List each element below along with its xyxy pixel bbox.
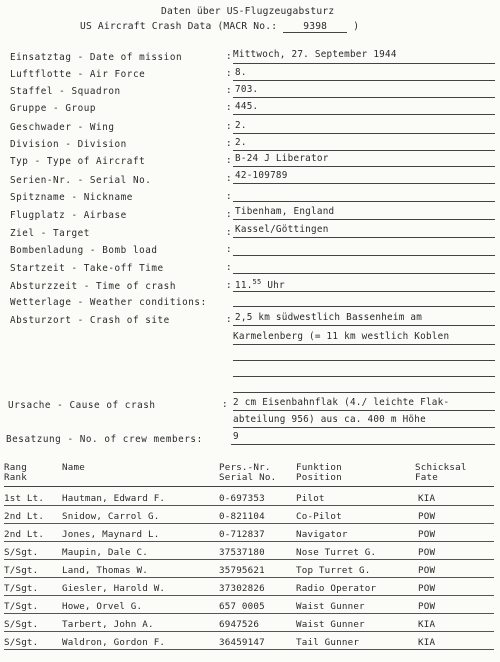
field-colon: : [226,209,232,220]
crew-fate: POW [418,601,436,612]
field-value-date: Mittwoch, 27. September 1944 [233,49,397,60]
crew-row [0,601,500,617]
field-colon: : [226,121,232,132]
crew-position: Tail Gunner [296,637,360,648]
crew-name: Tarbert, John A. [62,619,154,630]
crew-position: Waist Gunner [296,601,365,612]
crew-header-serial-de: Pers.-Nr. [219,462,271,473]
field-colon: : [222,399,228,410]
field-rule [233,427,495,428]
crew-rank: 2nd Lt. [4,529,45,540]
field-rule [233,201,495,202]
field-colon: : [226,191,232,202]
crew-row-rule [4,613,494,614]
crew-header-position-de: Funktion [296,462,342,473]
field-rule [233,80,495,81]
field-value-target: Kassel/Göttingen [235,224,329,235]
field-value-squadron: 703. [235,84,259,95]
field-label-target: Ziel - Target [10,228,90,239]
crash-time-unit: Uhr [261,280,285,292]
crew-header-fate-en: Fate [415,472,438,483]
crew-header-rank-en: Rank [4,472,27,483]
field-rule [233,306,495,307]
field-rule [233,63,495,64]
crew-serial: 0-821104 [219,511,265,522]
field-value-crash-site-line2: Karmelenberg (= 11 km westlich Koblen [233,331,450,342]
crew-name: Howe, Orvel G. [62,601,143,612]
crash-time-minutes: 55 [252,278,262,286]
field-label-cause: Ursache - Cause of crash [8,400,156,411]
field-rule [233,392,495,393]
crew-rank: S/Sgt. [4,637,39,648]
crew-serial: 36459147 [219,637,265,648]
crew-serial: 37537180 [219,547,265,558]
field-value-crew-count: 9 [233,431,239,442]
field-value-serial: 42-109789 [235,170,288,181]
field-value-group: 445. [235,101,259,112]
field-label-group: Gruppe - Group [10,103,97,114]
crew-header-serial [219,463,276,483]
field-label-date: Einsatztag - Date of mission [10,52,183,63]
crew-header-name [62,463,85,473]
crew-serial: 35795621 [219,565,265,576]
field-rule [233,166,495,167]
field-rule [233,219,495,220]
crew-header-position [296,463,342,483]
form-title-english [80,21,359,33]
crew-name: Maupin, Dale C. [62,547,148,558]
crew-position: Pilot [296,493,325,504]
field-label-nickname: Spitzname - Nickname [10,192,133,203]
crew-row-rule [4,559,494,560]
field-colon: : [226,227,232,238]
crew-name: Waldron, Gordon F. [62,637,166,648]
field-rule [233,150,495,151]
crew-rank: S/Sgt. [4,619,39,630]
field-rule [233,133,495,134]
crew-fate: POW [418,511,436,522]
field-label-crash-site: Absturzort - Crash of site [10,315,170,326]
field-colon: : [226,102,232,113]
field-colon: : [226,68,232,79]
crew-fate: POW [418,565,436,576]
crew-row [0,619,500,635]
field-value-aircraft-type: B-24 J Liberator [235,153,329,164]
field-rule [233,97,495,98]
crew-name: Jones, Maynard L. [62,529,160,540]
crew-header-rule [4,486,494,487]
crew-row-rule [4,595,494,596]
crew-position: Co-Pilot [296,511,342,522]
field-label-airforce: Luftflotte - Air Force [10,69,146,80]
field-label-squadron: Staffel - Squadron [10,86,121,97]
crew-header-name-text: Name [62,462,85,473]
crew-position: Radio Operator [296,583,377,594]
field-value-crash-time [235,278,285,291]
field-rule [233,291,495,292]
field-colon: : [226,138,232,149]
field-colon: : [226,51,232,62]
field-colon: : [226,173,232,184]
field-colon: : [226,244,232,255]
field-rule [233,255,495,256]
field-rule [233,325,495,326]
crash-time-hour: 11. [235,280,253,292]
field-colon: : [226,85,232,96]
form-title-english-text: US Aircraft Crash Data (MACR No.: [80,21,278,32]
crew-rank: 1st Lt. [4,493,45,504]
crew-row [0,565,500,581]
crew-fate: KIA [418,493,436,504]
field-rule [233,376,495,377]
field-label-airbase: Flugplatz - Airbase [10,210,127,221]
field-rule [233,183,495,184]
crew-row [0,511,500,527]
field-value-airbase: Tibenham, England [235,206,335,217]
field-colon: : [226,314,232,325]
crew-rank: T/Sgt. [4,565,39,576]
crew-row-rule [4,631,494,632]
crew-fate: KIA [418,619,436,630]
field-rule [231,444,495,445]
crew-rank: T/Sgt. [4,583,39,594]
crew-header-serial-en: Serial No. [219,472,277,483]
field-value-crash-site-line1: 2,5 km südwestlich Bassenheim am [235,312,423,323]
crew-header-rank-de: Rang [4,462,27,473]
crew-rank: 2nd Lt. [4,511,45,522]
crew-row-rule [4,577,494,578]
crew-name: Snidow, Carrol G. [62,511,160,522]
crew-name: Giesler, Harold W. [62,583,166,594]
field-label-takeoff-time: Startzeit - Take-off Time [10,263,164,274]
field-rule [233,273,495,274]
field-label-aircraft-type: Typ - Type of Aircraft [10,156,146,167]
crew-position: Waist Gunner [296,619,365,630]
field-colon: : [226,155,232,166]
crew-serial: 6947526 [219,619,260,630]
macr-number: 9398 [283,21,347,33]
crew-row-rule [4,541,494,542]
field-rule [233,360,495,361]
field-value-cause-line2: abteilung 956) aus ca. 400 m Höhe [233,414,426,425]
crew-header-fate-de: Schicksal [415,462,467,473]
crew-row [0,547,500,563]
field-label-division: Division - Division [10,139,127,150]
field-rule [233,114,495,115]
field-value-cause-line1: 2 cm Eisenbahnflak (4./ leichte Flak- [233,397,450,408]
crew-row [0,637,500,653]
crew-serial: 0-697353 [219,493,265,504]
crew-name: Hautman, Edward F. [62,493,166,504]
field-label-bomb-load: Bombenladung - Bomb load [10,245,158,256]
crew-row [0,529,500,545]
crew-position: Top Turret G. [296,565,371,576]
field-label-wing: Geschwader - Wing [10,122,115,133]
field-rule [233,410,495,411]
field-colon: : [226,280,232,291]
form-title-close: ) [353,21,360,32]
crew-serial: 657 0005 [219,601,265,612]
crew-header-position-en: Position [296,472,342,483]
field-label-crash-time: Absturzzeit - Time of crash [10,281,176,292]
crew-row [0,583,500,599]
crew-serial: 0-712837 [219,529,265,540]
crew-header-rank [4,463,27,483]
field-label-weather: Wetterlage - Weather conditions: [10,297,207,308]
crew-rank: T/Sgt. [4,601,39,612]
crew-row-rule [4,523,494,524]
crew-row-rule [4,505,494,506]
crew-fate: POW [418,547,436,558]
crew-name: Land, Thomas W. [62,565,148,576]
crew-fate: KIA [418,637,436,648]
crew-fate: POW [418,529,436,540]
crew-position: Navigator [296,529,348,540]
field-value-division: 2. [235,137,247,148]
field-colon: : [226,262,232,273]
crew-header-fate [415,463,467,483]
crew-serial: 37302826 [219,583,265,594]
field-value-wing: 2. [235,120,247,131]
field-label-crew-count: Besatzung - No. of crew members: [6,434,203,445]
crew-rank: S/Sgt. [4,547,39,558]
form-title-german: Daten über US-Flugzeugabsturz [161,6,335,17]
field-value-airforce: 8. [235,67,247,78]
crew-row [0,493,500,509]
crew-row-rule [4,649,494,650]
field-rule [233,237,495,238]
crew-fate: POW [418,583,436,594]
field-label-serial: Serien-Nr. - Serial No. [10,175,152,186]
field-rule [233,344,495,345]
crew-position: Nose Turret G. [296,547,377,558]
